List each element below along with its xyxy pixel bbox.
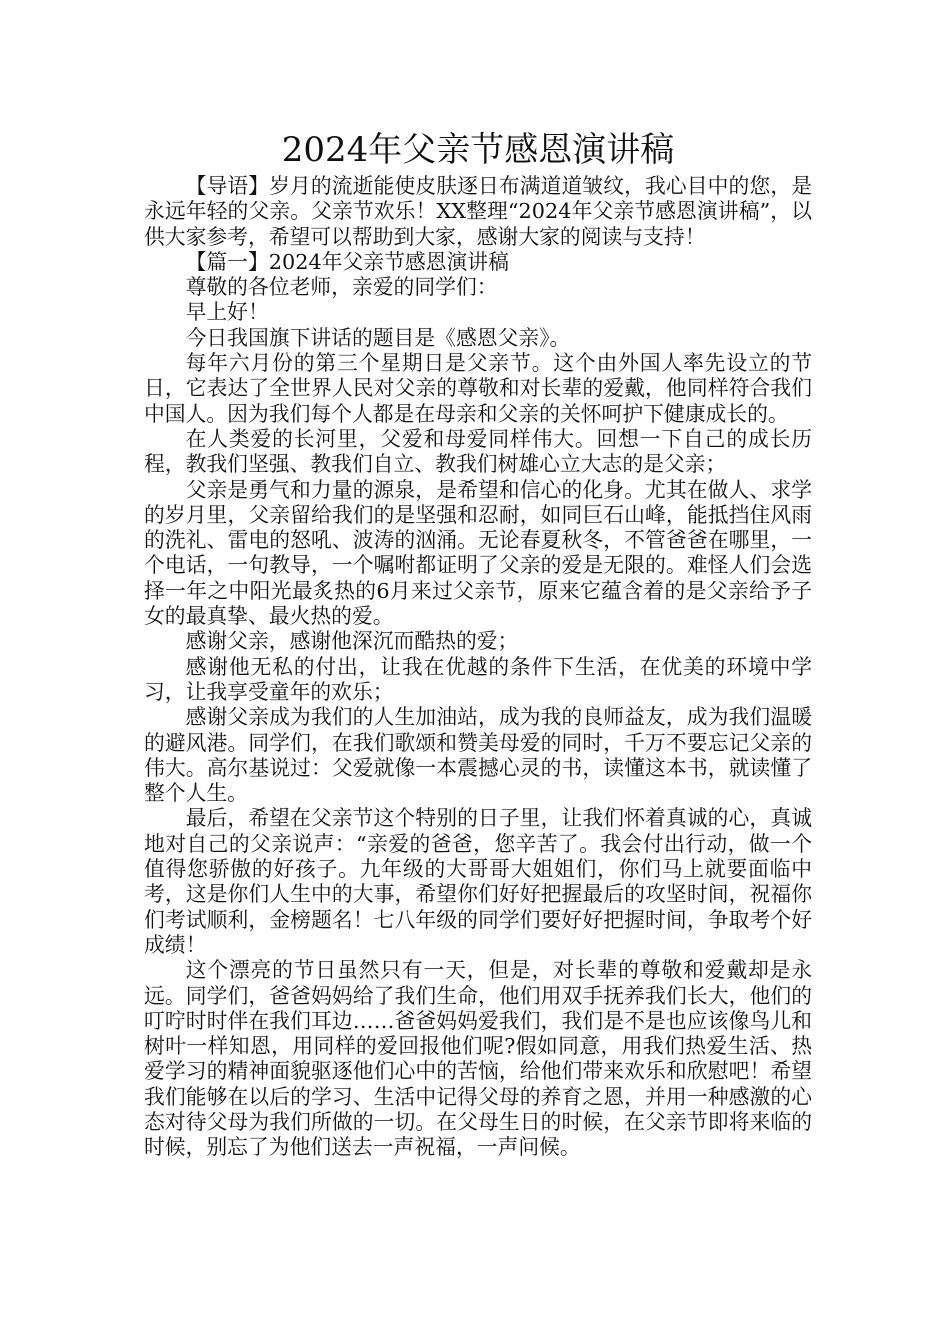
paragraph-section-heading: 【篇一】2024年父亲节感恩演讲稿 — [185, 249, 509, 274]
paragraph-topic: 今日我国旗下讲话的题目是《感恩父亲》。 — [185, 325, 571, 350]
paragraph-salutation: 尊敬的各位老师，亲爱的同学们： — [185, 275, 498, 300]
document-page — [144, 128, 812, 1161]
paragraph-body: 最后，希望在父亲节这个特别的日子里，让我们怀着真诚的心，真诚地对自己的父亲说声：“亲爱的爸爸，您辛苦了。我会付出行动，做一个值得您骄傲的好孩子。九年级的大哥哥大姐姐们，你们马上就要面临中考，这是你们人生中的大事，希望你们好好把握最后的攻坚时间，祝福你们考试顺利，金榜题名！七八年级的同学们要好好把握时间，争取考个好成绩！ — [144, 806, 812, 957]
paragraph-intro: 【导语】岁月的流逝能使皮肤逐日布满道道皱纹，我心目中的您，是永远年轻的父亲。父亲节欢乐！XX整理“2024年父亲节感恩演讲稿”，以供大家参考，希望可以帮助到大家，感谢大家的阅读与支持！ — [144, 174, 812, 249]
document-title: 2024年父亲节感恩演讲稿 — [281, 130, 675, 170]
paragraph-body: 父亲是勇气和力量的源泉，是希望和信心的化身。尤其在做人、求学的岁月里，父亲留给我们的是坚强和忍耐，如同巨石山峰，能抵挡住风雨的洗礼、雷电的怒吼、波涛的汹涌。无论春夏秋冬，不管爸爸在哪里，一个电话，一句教导，一个嘱咐都证明了父亲的爱是无限的。难怪人们会选择一年之中阳光最炙热的6月来过父亲节，原来它蕴含着的是父亲给予子女的最真挚、最火热的爱。 — [144, 477, 812, 629]
paragraph-body: 感谢父亲，感谢他深沉而酷热的爱； — [185, 629, 519, 654]
paragraph-body: 感谢父亲成为我们的人生加油站，成为我的良师益友，成为我们温暖的避风港。同学们，在我们歌颂和赞美母爱的同时，千万不要忘记父亲的伟大。高尔基说过：父爱就像一本震撼心灵的书，读懂这本书，就读懂了整个人生。 — [144, 705, 812, 806]
paragraph-body: 感谢他无私的付出，让我在优越的条件下生活，在优美的环境中学习，让我享受童年的欢乐； — [144, 654, 812, 704]
paragraph-greeting: 早上好！ — [185, 300, 269, 325]
paragraph-body: 在人类爱的长河里，父爱和母爱同样伟大。回想一下自己的成长历程，教我们坚强、教我们自立、教我们树雄心立大志的是父亲； — [144, 426, 812, 477]
paragraph-closing: 这个漂亮的节日虽然只有一天，但是，对长辈的尊敬和爱戴却是永远。同学们，爸爸妈妈给了我们生命，他们用双手抚养我们长大，他们的叮咛时时伴在我们耳边……爸爸妈妈爱我们，我们是不是也应该像鸟儿和树叶一样知恩，用同样的爱回报他们呢?假如同意，用我们热爱生活、热爱学习的精神面貌驱逐他们心中的苦恼，给他们带来欢乐和欣慰吧！希望我们能够在以后的学习、生活中记得父母的养育之恩，并用一种感激的心态对待父母为我们所做的一切。在父母生日的时候，在父亲节即将来临的时候，别忘了为他们送去一声祝福，一声问候。 — [144, 958, 812, 1160]
paragraph-body: 每年六月份的第三个星期日是父亲节。这个由外国人率先设立的节日，它表达了全世界人民对父亲的尊敬和对长辈的爱戴，他同样符合我们中国人。因为我们每个人都是在母亲和父亲的关怀呵护下健康成长的。 — [144, 351, 812, 426]
